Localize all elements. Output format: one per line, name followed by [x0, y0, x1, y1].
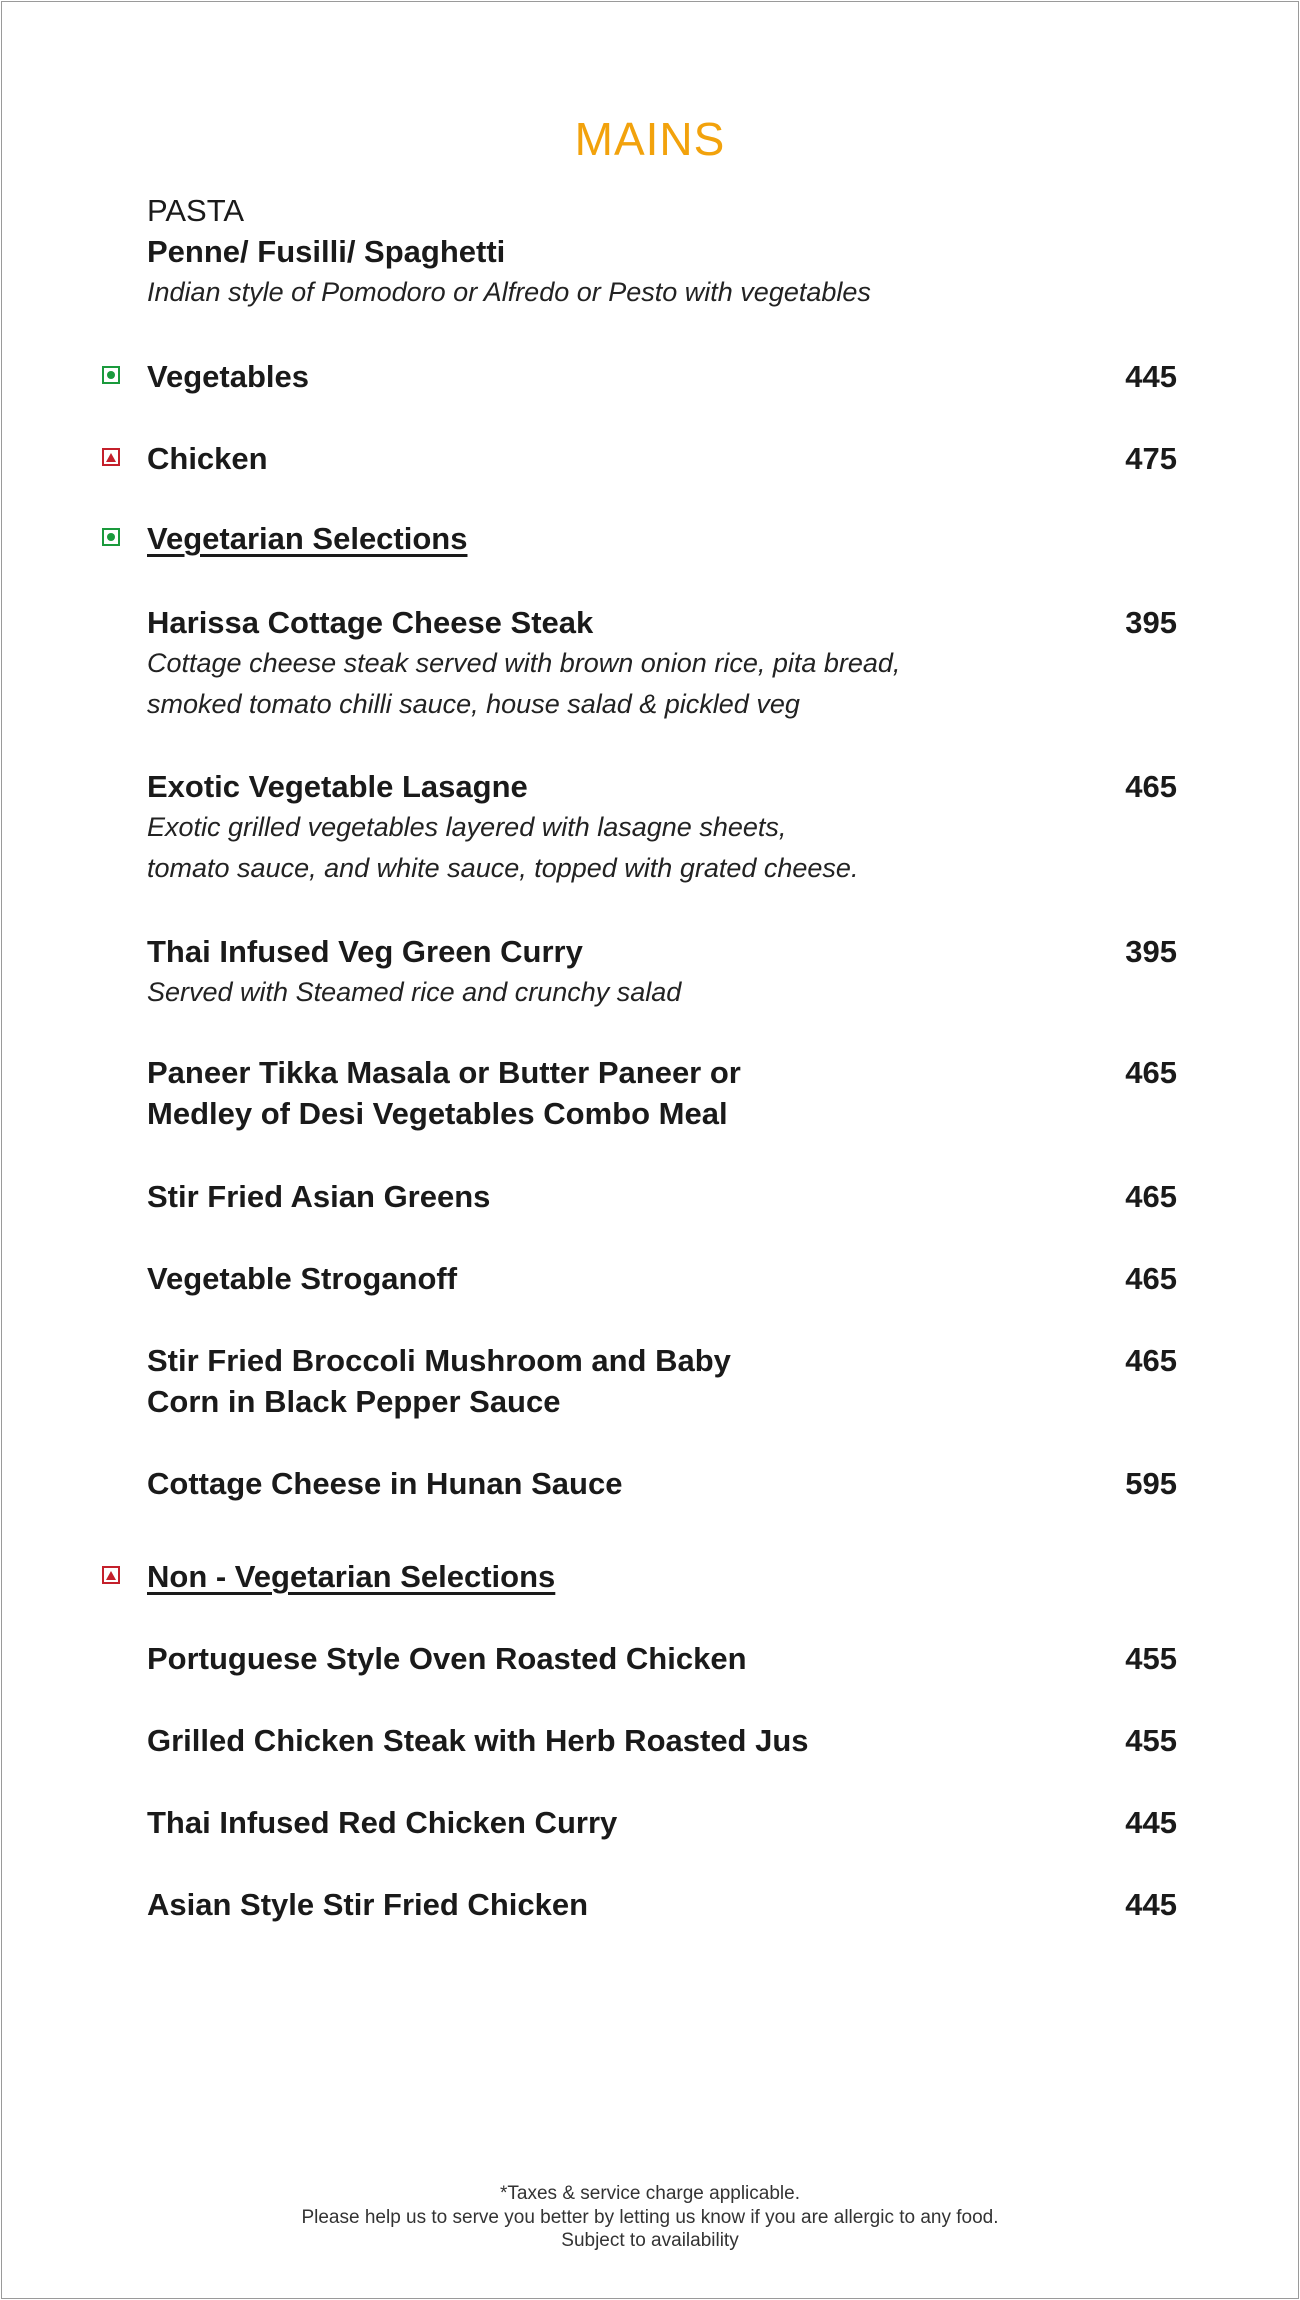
menu-item	[147, 1258, 1177, 1299]
item-price: 455	[1125, 1641, 1177, 1676]
footer-availability: Subject to availability	[561, 2230, 739, 2251]
item-price: 465	[1125, 1055, 1177, 1090]
item-price: 465	[1125, 1179, 1177, 1214]
pasta-section	[147, 190, 1177, 313]
item-name: Chicken	[147, 441, 268, 476]
menu-item	[147, 438, 1177, 479]
item-name: Thai Infused Veg Green Curry	[147, 934, 583, 969]
non-veg-symbol-icon	[102, 448, 120, 466]
menu-item	[147, 1340, 1177, 1422]
item-name: Portuguese Style Oven Roasted Chicken	[147, 1641, 747, 1676]
section-title: Non - Vegetarian Selections	[147, 1559, 556, 1594]
pasta-types: Penne/ Fusilli/ Spaghetti	[147, 234, 506, 269]
menu-item	[147, 1638, 1177, 1679]
item-price: 595	[1125, 1466, 1177, 1501]
item-description: tomato sauce, and white sauce, topped with grated cheese.	[147, 853, 859, 883]
item-price: 395	[1125, 605, 1177, 640]
item-description: Served with Steamed rice and crunchy salad	[147, 977, 682, 1007]
pasta-heading: PASTA	[147, 193, 245, 228]
item-name: Medley of Desi Vegetables Combo Meal	[147, 1096, 728, 1131]
item-name: Cottage Cheese in Hunan Sauce	[147, 1466, 623, 1501]
menu-item	[147, 1720, 1177, 1761]
item-price: 465	[1125, 1261, 1177, 1296]
menu-item	[147, 1802, 1177, 1843]
item-price: 465	[1125, 1343, 1177, 1378]
item-description: Exotic grilled vegetables layered with lasagne sheets,	[147, 812, 787, 842]
menu-item	[147, 1463, 1177, 1504]
menu-item	[147, 766, 1177, 889]
section-title: Vegetarian Selections	[147, 521, 468, 556]
item-name: Thai Infused Red Chicken Curry	[147, 1805, 618, 1840]
item-description: Cottage cheese steak served with brown onion rice, pita bread,	[147, 648, 901, 678]
item-name: Grilled Chicken Steak with Herb Roasted Jus	[147, 1723, 809, 1758]
menu-item	[147, 1884, 1177, 1925]
veg-symbol-icon	[102, 366, 120, 384]
item-price: 445	[1125, 359, 1177, 394]
footer-taxes: *Taxes & service charge applicable.	[500, 2183, 800, 2204]
item-price: 395	[1125, 934, 1177, 969]
pasta-description: Indian style of Pomodoro or Alfredo or Pesto with vegetables	[147, 277, 871, 307]
item-price: 445	[1125, 1805, 1177, 1840]
page-border	[1, 1, 1299, 2299]
menu-item	[147, 1176, 1177, 1217]
menu-title: MAINS	[574, 113, 726, 165]
item-description: smoked tomato chilli sauce, house salad & pickled veg	[147, 689, 800, 719]
item-price: 455	[1125, 1723, 1177, 1758]
footer-allergy: Please help us to serve you better by letting us know if you are allergic to any food.	[301, 2206, 999, 2228]
item-name: Stir Fried Asian Greens	[147, 1179, 491, 1214]
item-name: Corn in Black Pepper Sauce	[147, 1384, 561, 1419]
item-name: Paneer Tikka Masala or Butter Paneer or	[147, 1055, 741, 1090]
item-price: 445	[1125, 1887, 1177, 1922]
item-name: Vegetables	[147, 359, 309, 394]
item-price: 475	[1125, 441, 1177, 476]
item-name: Stir Fried Broccoli Mushroom and Baby	[147, 1343, 731, 1378]
menu-item	[147, 602, 1177, 725]
item-name: Exotic Vegetable Lasagne	[147, 769, 528, 804]
menu-item	[147, 1052, 1177, 1134]
veg-symbol-icon	[102, 528, 120, 546]
menu-item	[147, 931, 1177, 1013]
menu-item	[147, 356, 1177, 397]
item-price: 465	[1125, 769, 1177, 804]
item-name: Asian Style Stir Fried Chicken	[147, 1887, 589, 1922]
section-heading	[147, 518, 1177, 559]
non-veg-symbol-icon	[102, 1566, 120, 1584]
item-name: Harissa Cottage Cheese Steak	[147, 605, 594, 640]
footer-notes	[0, 2182, 1300, 2253]
item-name: Vegetable Stroganoff	[147, 1261, 458, 1296]
section-heading	[147, 1556, 1177, 1597]
